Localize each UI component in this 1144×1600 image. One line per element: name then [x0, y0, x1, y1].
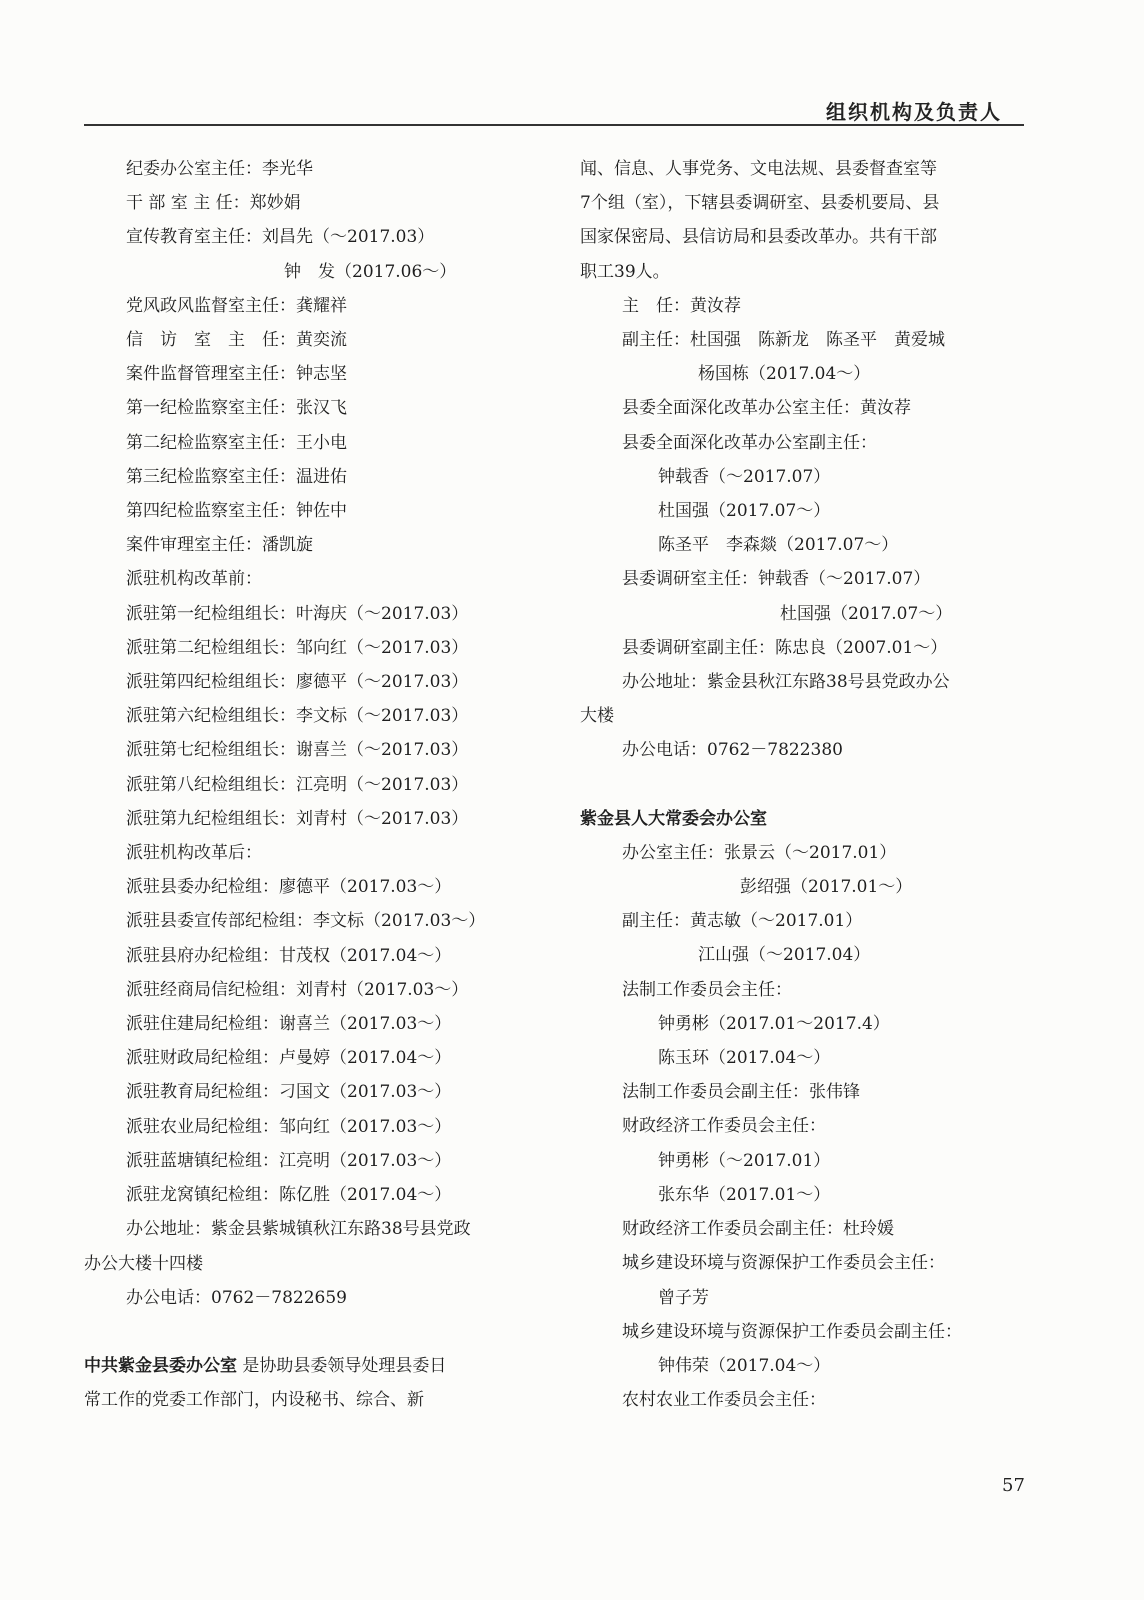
- text-line: 闻、信息、人事党务、文电法规、县委督查室等: [580, 159, 937, 179]
- text-line: 派驻第一纪检组组长：叶海庆（～2017.03）: [126, 603, 469, 624]
- text-line: 副主任：杜国强 陈新龙 陈圣平 黄爱城: [622, 330, 945, 351]
- text-line: 法制工作委员会主任：: [622, 979, 792, 1000]
- text-line: 大楼: [580, 706, 614, 727]
- text-line: 派驻农业局纪检组：邹向红（2017.03～）: [126, 1116, 452, 1137]
- text-line: 城乡建设环境与资源保护工作委员会主任：: [622, 1253, 945, 1274]
- text-line: 派驻第八纪检组组长：江亮明（～2017.03）: [126, 774, 469, 795]
- text-line: 案件监督管理室主任：钟志坚: [126, 364, 347, 385]
- text-line: 钟载香（～2017.07）: [658, 466, 831, 487]
- text-line: 纪委办公室主任：李光华: [126, 159, 313, 179]
- text-line: 派驻机构改革前：: [126, 569, 262, 590]
- text-line: 县委全面深化改革办公室主任：黄汝荐: [622, 398, 911, 419]
- text-line: 第二纪检监察室主任：王小电: [126, 432, 347, 453]
- text-line: 办公地址：紫金县秋江东路38号县党政办公: [622, 672, 950, 693]
- left-column: [84, 152, 544, 1417]
- text-line: 常工作的党委工作部门，内设秘书、综合、新: [84, 1390, 424, 1411]
- section-heading: 中共紫金县委办公室: [84, 1355, 237, 1376]
- text-line: 派驻龙窝镇纪检组：陈亿胜（2017.04～）: [126, 1185, 452, 1206]
- text-line: 派驻经商局信纪检组：刘青村（2017.03～）: [126, 979, 469, 1000]
- text-line: 钟伟荣（2017.04～）: [658, 1355, 831, 1376]
- text-line: 派驻第九纪检组组长：刘青村（～2017.03）: [126, 808, 469, 829]
- text-line: 办公室主任：张景云（～2017.01）: [622, 842, 897, 863]
- text-line: 派驻第七纪检组组长：谢喜兰（～2017.03）: [126, 740, 469, 761]
- text-line: 副主任：黄志敏（～2017.01）: [622, 911, 863, 932]
- text-line: 张东华（2017.01～）: [658, 1184, 831, 1205]
- page-number: 57: [1002, 1475, 1025, 1496]
- text-line: 第一纪检监察室主任：张汉飞: [126, 398, 347, 419]
- text-line: 财政经济工作委员会副主任：杜玲媛: [622, 1219, 894, 1240]
- text-line: 钟勇彬（～2017.01）: [658, 1150, 831, 1171]
- text-line: 县委调研室主任：钟载香（～2017.07）: [622, 569, 931, 590]
- text-line: 派驻县府办纪检组：甘茂权（2017.04～）: [126, 945, 452, 966]
- text-line: 第四纪检监察室主任：钟佐中: [126, 501, 347, 522]
- header-rule: [84, 124, 1024, 126]
- section-intro-text: 是协助县委领导处理县委日: [242, 1355, 447, 1376]
- text-line: 钟勇彬（2017.01～2017.4）: [658, 1013, 890, 1034]
- text-line: 派驻财政局纪检组：卢曼婷（2017.04～）: [126, 1048, 452, 1069]
- text-line: 干 部 室 主 任：郑妙娟: [126, 193, 301, 214]
- text-line: 国家保密局、县信访局和县委改革办。共有干部: [580, 227, 937, 248]
- text-line: 陈圣平 李森燚（2017.07～）: [658, 535, 899, 556]
- text-line: 办公电话：0762－7822659: [126, 1287, 347, 1308]
- text-line: 宣传教育室主任：刘昌先（～2017.03）: [126, 227, 435, 248]
- text-line: 案件审理室主任：潘凯旋: [126, 535, 313, 556]
- text-line: 杜国强（2017.07～）: [780, 603, 953, 624]
- section-gap: [84, 1315, 544, 1349]
- text-line: 县委全面深化改革办公室副主任：: [622, 432, 877, 453]
- right-column: [580, 152, 1028, 1417]
- text-line: 第三纪检监察室主任：温进佑: [126, 466, 347, 487]
- text-line: 法制工作委员会副主任：张伟锋: [622, 1082, 860, 1103]
- text-line: 办公电话：0762－7822380: [622, 740, 843, 761]
- text-line: 县委调研室副主任：陈忠良（2007.01～）: [622, 637, 948, 658]
- text-line: 钟 发（2017.06～）: [284, 261, 457, 282]
- text-line: 信 访 室 主 任：黄奕流: [126, 330, 347, 351]
- text-line: 派驻住建局纪检组：谢喜兰（2017.03～）: [126, 1014, 452, 1035]
- text-line: 陈玉环（2017.04～）: [658, 1048, 831, 1069]
- text-line: 办公地址：紫金县紫城镇秋江东路38号县党政: [126, 1219, 471, 1240]
- text-line: 主 任：黄汝荐: [622, 295, 741, 316]
- text-line: 农村农业工作委员会主任：: [622, 1390, 826, 1411]
- text-line: 派驻第六纪检组组长：李文标（～2017.03）: [126, 706, 469, 727]
- text-line: 办公大楼十四楼: [84, 1253, 203, 1274]
- text-line: 派驻县委宣传部纪检组：李文标（2017.03～）: [126, 911, 486, 932]
- text-line: 杜国强（2017.07～）: [658, 501, 831, 522]
- text-line: 派驻教育局纪检组：刁国文（2017.03～）: [126, 1082, 452, 1103]
- section-heading: 紫金县人大常委会办公室: [580, 808, 767, 829]
- section-intro-line: [84, 1349, 544, 1383]
- text-line: 杨国栋（2017.04～）: [698, 364, 871, 385]
- text-line: 城乡建设环境与资源保护工作委员会副主任：: [622, 1321, 962, 1342]
- section-gap: [580, 768, 1028, 802]
- text-line: 江山强（～2017.04）: [698, 945, 871, 966]
- text-line: 派驻机构改革后：: [126, 843, 262, 864]
- text-line: 派驻第二纪检组组长：邹向红（～2017.03）: [126, 637, 469, 658]
- text-line: 彭绍强（2017.01～）: [740, 877, 913, 898]
- text-line: 曾子芳: [658, 1287, 709, 1308]
- running-header-title: 组织机构及负责人: [826, 100, 1002, 124]
- text-line: 派驻第四纪检组组长：廖德平（～2017.03）: [126, 672, 469, 693]
- text-line: 职工39人。: [580, 261, 670, 282]
- text-line: 7个组（室），下辖县委调研室、县委机要局、县: [580, 193, 940, 214]
- text-line: 财政经济工作委员会主任：: [622, 1116, 826, 1137]
- text-line: 党风政风监督室主任：龚耀祥: [126, 295, 347, 316]
- text-line: 派驻蓝塘镇纪检组：江亮明（2017.03～）: [126, 1150, 452, 1171]
- text-line: 派驻县委办纪检组：廖德平（2017.03～）: [126, 877, 452, 898]
